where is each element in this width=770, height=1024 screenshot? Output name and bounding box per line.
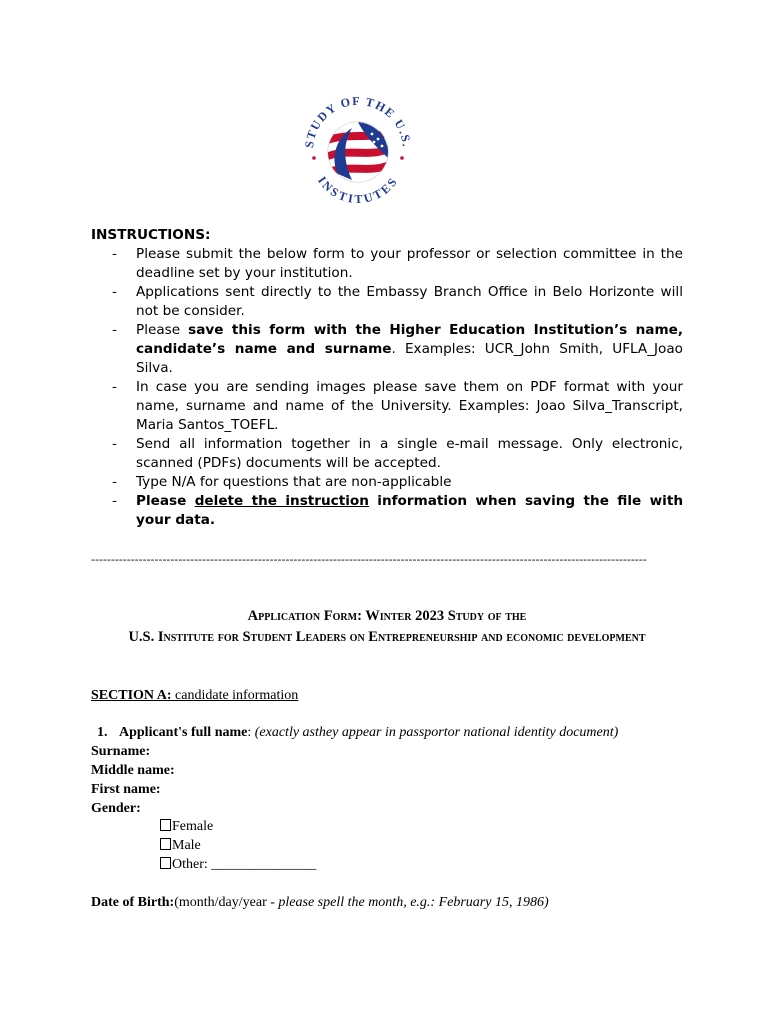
section-title: candidate information	[171, 688, 299, 703]
first-name-field[interactable]: First name:	[91, 782, 161, 797]
question-full-name	[91, 723, 691, 742]
option-label: Other: _______________	[172, 857, 317, 872]
form-title	[91, 606, 683, 648]
instructions-list	[91, 245, 683, 530]
question-number: 1.	[97, 725, 108, 740]
gender-label: Gender:	[91, 801, 141, 816]
dob-format: (month/day/year -	[174, 895, 279, 910]
instruction-text: In case you are sending images please save them on PDF format with your name, surname and name of the University. Examples: Joao Silva_Transcript, Maria Santos_TOEFL.	[136, 379, 683, 433]
instruction-text: . Examples: UCR_John Smith, UFLA_Joao Silva.	[136, 341, 684, 376]
instruction-underlined-text: delete the instruction	[194, 493, 369, 509]
gender-option-other[interactable]	[160, 855, 316, 874]
instruction-text: Please	[136, 322, 189, 338]
dashed-separator: --------------------------------------------------------------------------------------------------------------------------------------------	[91, 553, 647, 566]
question-label: Applicant's full name	[119, 725, 248, 740]
instruction-item	[91, 435, 683, 473]
bullet-dash: -	[112, 322, 117, 338]
question-hint: (exactly asthey appear in passportor national identity document)	[254, 725, 619, 740]
instruction-bold-text: save this form with the Higher Education Institution’s name, candidate’s name and surname	[136, 322, 683, 357]
instruction-item	[91, 321, 683, 378]
instructions-title: INSTRUCTIONS:	[91, 227, 211, 243]
middle-name-field[interactable]: Middle name:	[91, 763, 175, 778]
instructions-block	[91, 226, 683, 530]
instruction-item	[91, 283, 683, 321]
instruction-item	[91, 473, 683, 492]
name-fields	[91, 742, 175, 818]
logo-text-top: STUDY OF THE U.S.	[301, 93, 414, 149]
question-colon: :	[247, 725, 255, 740]
bullet-dash: -	[112, 436, 117, 452]
date-of-birth-field[interactable]	[91, 893, 711, 912]
gender-option-female[interactable]	[160, 817, 316, 836]
section-label: SECTION A:	[91, 688, 172, 703]
instruction-text: Applications sent directly to the Embassy Branch Office in Belo Horizonte will not be consider.	[136, 284, 683, 319]
dob-hint: please spell the month, e.g.: February 15, 1986)	[278, 895, 549, 910]
form-title-line2: U.S. Institute for Student Leaders on Entrepreneurship and economic development	[128, 629, 646, 645]
bullet-dash: -	[112, 474, 117, 490]
instruction-item	[91, 378, 683, 435]
option-label: Female	[172, 819, 214, 834]
bullet-dash: -	[112, 493, 117, 509]
instruction-text: Please submit the below form to your professor or selection committee in the deadline set by your institution.	[136, 246, 683, 281]
section-a-heading	[91, 686, 298, 705]
dob-label: Date of Birth:	[91, 895, 175, 910]
option-label: Male	[172, 838, 201, 853]
checkbox-icon[interactable]	[160, 819, 171, 831]
surname-field[interactable]: Surname:	[91, 744, 151, 759]
instruction-bold-text: information when saving the file with your data.	[136, 493, 683, 528]
bullet-dash: -	[112, 379, 117, 395]
checkbox-icon[interactable]	[160, 838, 171, 850]
checkbox-icon[interactable]	[160, 857, 171, 869]
instruction-text: Type N/A for questions that are non-applicable	[136, 474, 452, 490]
form-title-line1: Application Form: Winter 2023 Study of the	[247, 608, 527, 624]
bullet-dash: -	[112, 246, 117, 262]
study-of-us-institutes-logo	[300, 92, 416, 208]
logo-text-bottom: INSTITUTES	[315, 173, 402, 207]
instruction-item	[91, 245, 683, 283]
gender-options	[160, 817, 316, 874]
logo-seal-icon	[300, 92, 416, 208]
instruction-item	[91, 492, 683, 530]
gender-option-male[interactable]	[160, 836, 316, 855]
instruction-text: Send all information together in a single e-mail message. Only electronic, scanned (PDFs) documents will be accepted.	[136, 436, 683, 471]
bullet-dash: -	[112, 284, 117, 300]
instruction-bold-text: Please	[136, 493, 195, 509]
